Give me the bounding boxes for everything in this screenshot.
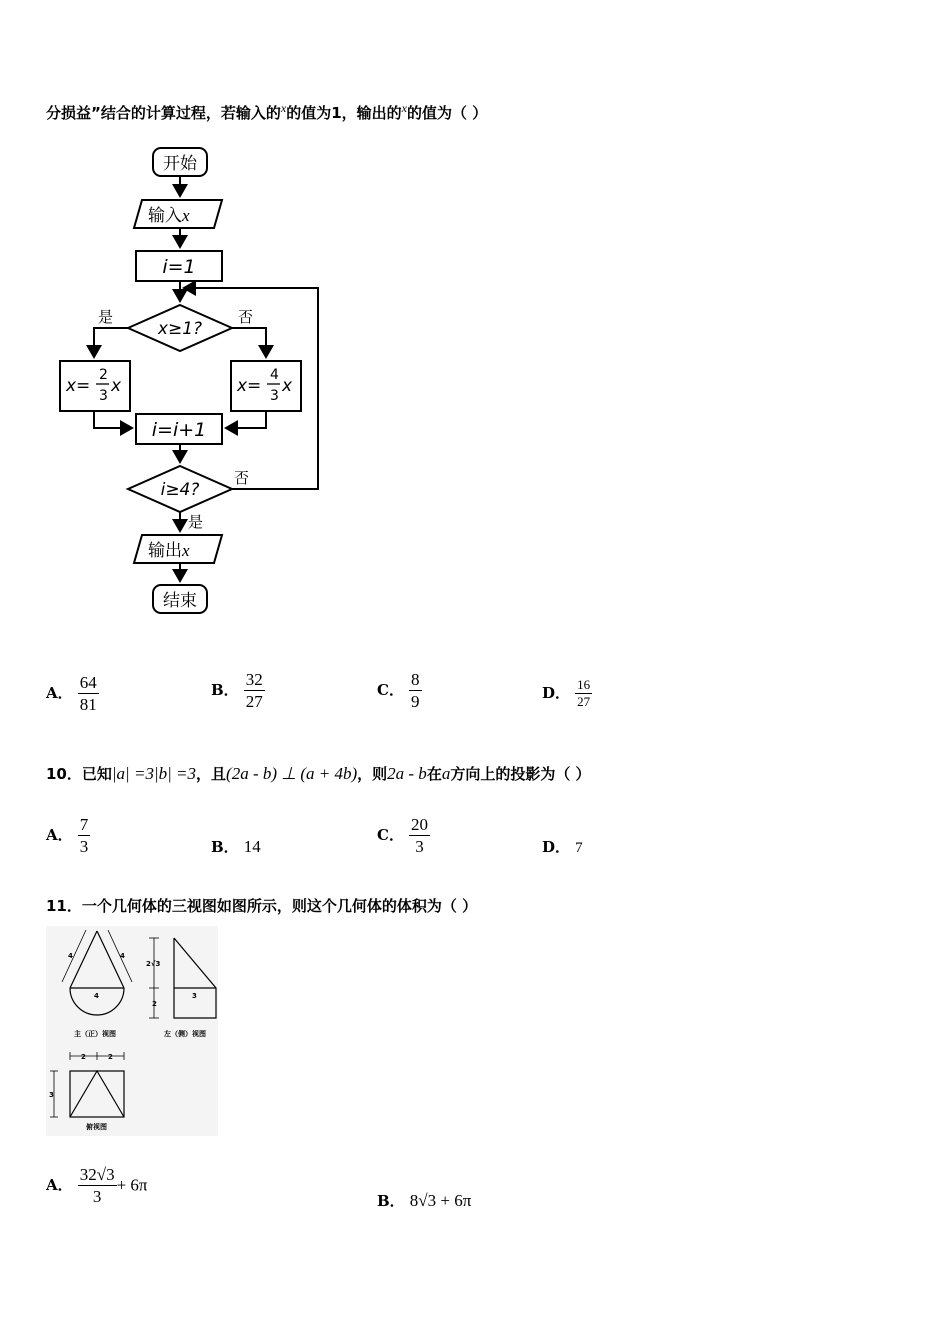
option-label: D． <box>542 838 571 856</box>
q9-text-part3: 的值为（ ） <box>406 104 488 122</box>
q9-option-d[interactable] <box>542 677 592 710</box>
option-label: B． <box>377 1192 405 1210</box>
option-fraction: $\frac{32√3}{3}$ <box>79 1165 115 1206</box>
flow-right-den: 3 <box>270 388 279 404</box>
dim-label: 4 <box>120 952 125 960</box>
q9-var-x: x <box>280 101 287 115</box>
option-value: 7 <box>575 840 583 856</box>
flow-yes-label-1: 是 <box>98 308 114 326</box>
option-fraction: $\frac{16}{27}$ <box>577 677 591 709</box>
q10-part3: ，则 <box>357 765 388 783</box>
option-value: 8√3 + 6π <box>409 1191 472 1210</box>
option-label: B． <box>211 838 239 856</box>
q9-var-x-2: x <box>401 101 407 115</box>
question-9-stem <box>46 101 487 123</box>
q11-option-b[interactable] <box>377 1190 471 1211</box>
q10-part5: 方向上的投影为（ ） <box>450 765 591 783</box>
q10-part2: ，且 <box>196 765 227 783</box>
option-fraction: $\frac{64}{81}$ <box>79 673 97 714</box>
flow-left-var: x <box>111 376 122 396</box>
option-fraction: $\frac{7}{3}$ <box>79 815 89 856</box>
dim-label: 3 <box>192 992 197 1000</box>
dim-label: 3 <box>49 1091 54 1099</box>
flow-no-label-2: 否 <box>234 469 250 487</box>
front-view-caption: 主（正）视图 <box>74 1030 116 1038</box>
option-label: C． <box>377 826 404 844</box>
q10-part4: 在 <box>426 765 442 783</box>
q9-option-a[interactable] <box>46 672 99 715</box>
q11-three-views-figure <box>46 926 218 1136</box>
flow-init-label: i=1 <box>162 256 196 278</box>
option-fraction: $\frac{8}{9}$ <box>411 670 420 711</box>
q10-option-b[interactable] <box>211 836 261 857</box>
dim-label: 2 <box>108 1053 113 1061</box>
dim-label: 2√3 <box>146 960 161 968</box>
flow-left-num: 2 <box>99 367 108 383</box>
q9-option-c[interactable] <box>377 669 422 712</box>
question-11-stem: 11．一个几何体的三视图如图所示，则这个几何体的体积为（ ） <box>46 897 478 915</box>
flow-left-lhs: x= <box>66 376 91 396</box>
question-10-stem <box>46 763 591 784</box>
flow-no-label-1: 否 <box>238 308 254 326</box>
q10-perp: (2a - b) ⊥ (a + 4b) <box>226 764 358 783</box>
flow-left-den: 3 <box>99 388 108 404</box>
q9-text-part2: 的值为1，输出的 <box>286 104 402 122</box>
flow-incr-label: i=i+1 <box>151 419 207 441</box>
q10-option-d[interactable] <box>542 836 583 857</box>
dim-label: 4 <box>94 992 99 1000</box>
q11-option-a[interactable] <box>46 1164 148 1207</box>
q9-option-b[interactable] <box>211 669 265 712</box>
side-view-caption: 左（侧）视图 <box>164 1030 206 1038</box>
option-fraction: $\frac{32}{27}$ <box>245 670 263 711</box>
flow-output-label: 输出x <box>148 541 190 561</box>
option-label: D． <box>542 684 571 702</box>
q10-option-c[interactable] <box>377 814 430 857</box>
flow-start-label: 开始 <box>163 154 197 174</box>
q10-option-a[interactable] <box>46 814 90 857</box>
option-tail: + 6π <box>116 1175 148 1195</box>
flow-input-label: 输入x <box>148 206 190 226</box>
flow-right-var: x <box>282 376 293 396</box>
flow-cond2-label: i≥4? <box>160 480 200 500</box>
option-label: A． <box>46 684 73 702</box>
option-label: B． <box>211 681 239 699</box>
option-label: A． <box>46 1176 73 1194</box>
option-value: 14 <box>243 837 261 856</box>
q10-condition: |a| =3|b| =3 <box>111 764 197 783</box>
option-fraction: $\frac{20}{3}$ <box>411 815 429 856</box>
flow-end-label: 结束 <box>163 591 197 611</box>
top-view-caption: 俯视图 <box>86 1123 107 1131</box>
q10-number: 10．已知 <box>46 765 112 783</box>
option-label: A． <box>46 826 73 844</box>
flow-right-num: 4 <box>270 367 279 383</box>
q10-vec: a <box>441 764 451 783</box>
flow-yes-label-2: 是 <box>188 513 204 531</box>
dim-label: 2 <box>152 1000 157 1008</box>
q9-text-part1: 分损益”结合的计算过程，若输入的 <box>46 104 281 122</box>
dim-label: 2 <box>81 1053 86 1061</box>
q9-flowchart <box>50 138 340 623</box>
option-label: C． <box>377 681 404 699</box>
flow-right-lhs: x= <box>237 376 262 396</box>
flow-cond1-label: x≥1? <box>157 319 203 339</box>
dim-label: 4 <box>68 952 73 960</box>
q10-expr: 2a - b <box>387 764 427 783</box>
